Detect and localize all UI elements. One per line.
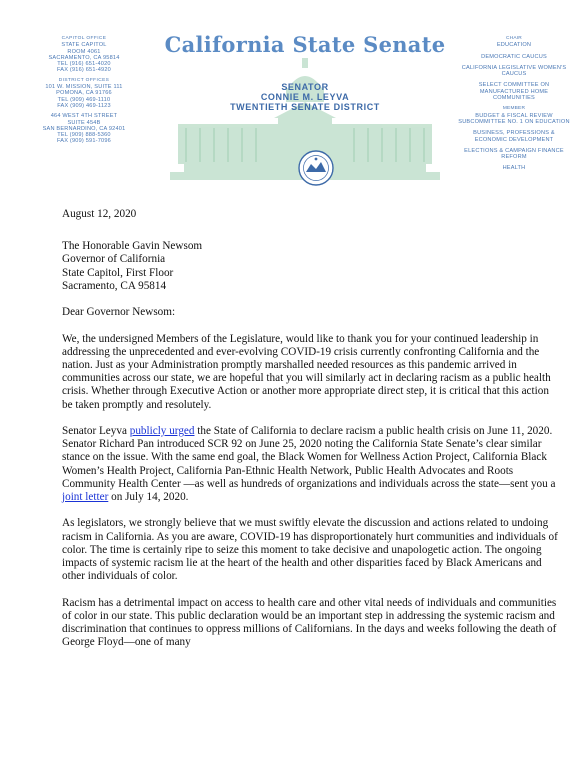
district-office-line: POMONA, CA 91766 [56, 90, 112, 97]
membership-item: BUSINESS, PROFESSIONS & ECONOMIC DEVELOPMENT [473, 130, 555, 143]
chair-heading: CHAIR [506, 36, 522, 41]
paragraph-2-text: on July 14, 2020. [108, 491, 189, 504]
letter-date: August 12, 2020 [62, 208, 137, 220]
membership-item: HEALTH [502, 165, 526, 172]
recipient-address [62, 240, 562, 293]
senator-name-block [160, 82, 450, 112]
salutation: Dear Governor Newsom: [62, 306, 176, 319]
sb-office-line: 464 WEST 4TH STREET [50, 113, 118, 120]
paragraph-2-text: Senator Leyva [62, 425, 130, 437]
sb-office-line: SUITE 454B [67, 119, 101, 126]
capitol-office-line: ROOM 4061 [67, 48, 101, 55]
member-heading: MEMBER [502, 106, 526, 112]
paragraph-2 [62, 425, 562, 504]
senate-title: California State Senate [164, 32, 446, 57]
joint-letter-link[interactable]: joint letter [62, 491, 109, 504]
district-office-block [28, 78, 140, 109]
recipient-line: The Honorable Gavin Newsom [62, 240, 203, 253]
committee-item: CALIFORNIA LEGISLATIVE WOMEN'S CAUCUS [461, 64, 567, 78]
chair-committee: EDUCATION [496, 42, 532, 49]
letterhead-right-column [458, 36, 570, 177]
publicly-urged-link[interactable]: publicly urged [129, 425, 195, 437]
chair-block [458, 36, 570, 49]
paragraph-1: We, the undersigned Members of the Legislature, would like to thank you for your continued leadership in addressing the unprecedented and ever-evolving COVID-19 crisis currently confronting California and the nation. Just as your Administration promptly marshalled needed resources as this pandemic arrived in communities across our state, we are hopeful that you will similarly act in declaring racism as a public health crisis. Whether through Executive Action or another more appropriate direct step, it is critical that this action be taken promptly and resolutely. [62, 332, 551, 411]
district-office-line: TEL (909) 469-1110 [57, 96, 111, 103]
sb-office-line: TEL (909) 888-5360 [57, 132, 111, 139]
committee-item: SELECT COMMITTEE ON MANUFACTURED HOME COMMUNITIES [478, 82, 550, 102]
capitol-office-block [28, 36, 140, 74]
sb-office-line: SAN BERNARDINO, CA 92401 [42, 125, 126, 132]
capitol-office-line: FAX (916) 651-4920 [57, 67, 111, 74]
membership-item: ELECTIONS & CAMPAIGN FINANCE REFORM [464, 147, 564, 161]
membership-item: BUDGET & FISCAL REVIEW SUBCOMMITTEE NO. 1 ON EDUCATION [458, 112, 570, 125]
senate-district: TWENTIETH SENATE DISTRICT [230, 102, 380, 112]
letterhead-left-column [28, 36, 140, 149]
recipient-line: Governor of California [62, 253, 166, 266]
san-bernardino-office-block [28, 113, 140, 144]
state-capitol-illustration [160, 58, 450, 188]
senate-seal-icon [299, 151, 333, 185]
district-office-heading: DISTRICT OFFICES [58, 77, 110, 83]
capitol-office-line: SACRAMENTO, CA 95814 [48, 54, 120, 61]
recipient-line: Sacramento, CA 95814 [62, 279, 167, 292]
paragraph-3: As legislators, we strongly believe that we must swiftly elevate the discussion and actions related to undoing racism in California. As you are aware, COVID-19 has disproportionately hurt communities and individuals of color. The time is certainly ripe to seize this moment to take decisive and unapologetic action. The ongoing impacts of systemic racism lie at the heart of the health and other disparities faced by Black Americans and other individuals of color. [62, 517, 558, 583]
letter-body [62, 208, 562, 663]
sb-office-line: FAX (909) 591-7096 [57, 138, 111, 145]
senator-name: CONNIE M. LEYVA [260, 92, 350, 102]
paragraph-4: Racism has a detrimental impact on access to health care and other vital needs of individuals and communities of color in our state. This public declaration would be an important step in addressing the systemic racism and discrimination that continues to oppress millions of Californians. In the days and weeks following the death of George Floyd—one of many [62, 596, 557, 649]
senator-label: SENATOR [281, 82, 329, 92]
district-office-line: FAX (909) 469-1123 [57, 102, 111, 109]
capitol-office-heading: CAPITOL OFFICE [61, 36, 107, 41]
committee-item: DEMOCRATIC CAUCUS [481, 53, 547, 60]
capitol-office-line: TEL (916) 651-4020 [57, 61, 111, 68]
district-office-line: 101 W. MISSION, SUITE 111 [45, 84, 123, 91]
recipient-line: State Capitol, First Floor [62, 266, 174, 279]
paragraph-2-text: the State of California to declare racism a public health crisis on June 11, 2020. Senator Richard Pan introduced SCR 92 on June 25, 2020 noting the California State Senate’s clear similar stance on the issue. With the same end goal, the Black Women for Wellness Action Project, California Black Women’s Health Project, California Pan-Ethnic Health Network, Public Health Advocates and Roots Community Health Center —as well as hundreds of organizations and individuals across the state—sent you a [62, 425, 556, 490]
capitol-office-line: STATE CAPITOL [61, 42, 107, 49]
senate-masthead [160, 28, 450, 188]
